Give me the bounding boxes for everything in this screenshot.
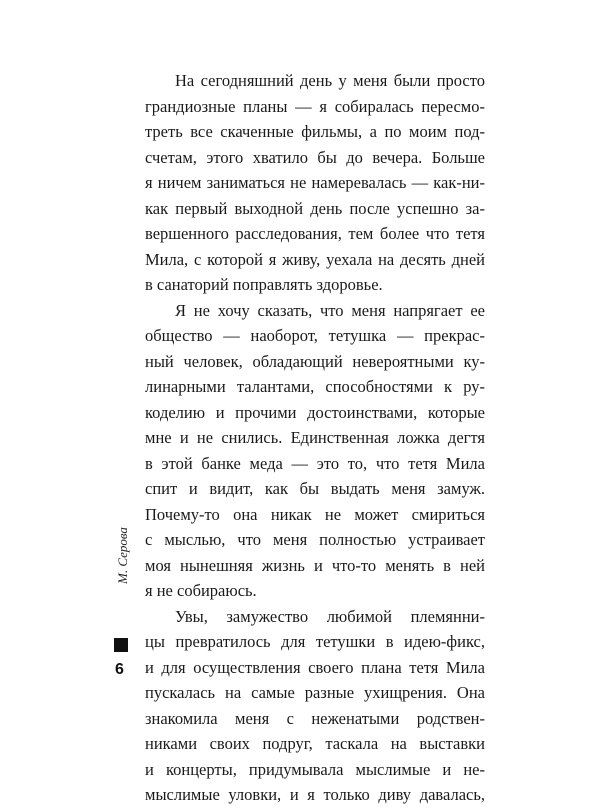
text-line: моя нынешняя жизнь и что-то менять в ней (145, 555, 485, 575)
text-line: и для осуществления своего плана тетя Мила (145, 657, 485, 677)
text-line: и концерты, придумывала мыслимые и не- (145, 759, 485, 779)
text-line: грандиозные планы — я собиралась пересмо- (145, 96, 485, 116)
text-line: мыслимые уловки, и я только диву давалась, (145, 785, 485, 804)
text-line: Я не хочу сказать, что меня напрягает ее (175, 300, 485, 320)
text-line: Увы, замужество любимой племянни- (175, 606, 485, 626)
text-line: я не собираюсь. (145, 581, 257, 600)
text-line: цы превратилось для тетушки в идею-фикс, (145, 632, 485, 651)
text-line: с мыслью, что меня полностью устраивает (145, 530, 485, 549)
text-line: знакомила меня с неженатыми родствен- (145, 708, 485, 728)
text-line: спит и видит, как бы выдать меня замуж. (145, 479, 485, 498)
text-line: мне и не снились. Единственная ложка дегтя (145, 428, 485, 447)
text-line: пускалась на самые разные ухищрения. Она (145, 683, 485, 702)
text-line: вершенного расследования, тем более что тетя (145, 224, 485, 243)
book-text (145, 68, 485, 808)
text-line: в санаторий поправлять здоровье. (145, 275, 383, 294)
text-line: я ничем заниматься не намеревалась — как-ни- (145, 173, 485, 192)
text-line: Мила, с которой я живу, уехала на десять дней (145, 249, 485, 269)
text-line: никами своих подруг, таскала на выставки (145, 734, 485, 753)
running-head-author: М. Серова (115, 527, 130, 584)
text-line: На сегодняшний день у меня были просто (175, 71, 485, 90)
page-number: 6 (115, 661, 124, 678)
text-line: как первый выходной день после успешно за- (145, 198, 485, 218)
text-line: счетам, этого хватило бы до вечера. Больше (145, 147, 485, 167)
text-line: Почему-то она никак не может смириться (145, 504, 485, 524)
text-line: в этой банке меда — это то, что тетя Мила (145, 453, 485, 473)
text-line: ный человек, обладающий невероятными ку- (145, 351, 485, 371)
text-line: треть все скаченные фильмы, а по моим под- (145, 122, 485, 141)
text-line: общество — наоборот, тетушка — прекрас- (145, 326, 485, 345)
page-marker-square (114, 638, 128, 652)
text-line: коделию и прочими достоинствами, которые (145, 402, 485, 422)
text-line: линарными талантами, способностями к ру- (145, 377, 485, 396)
